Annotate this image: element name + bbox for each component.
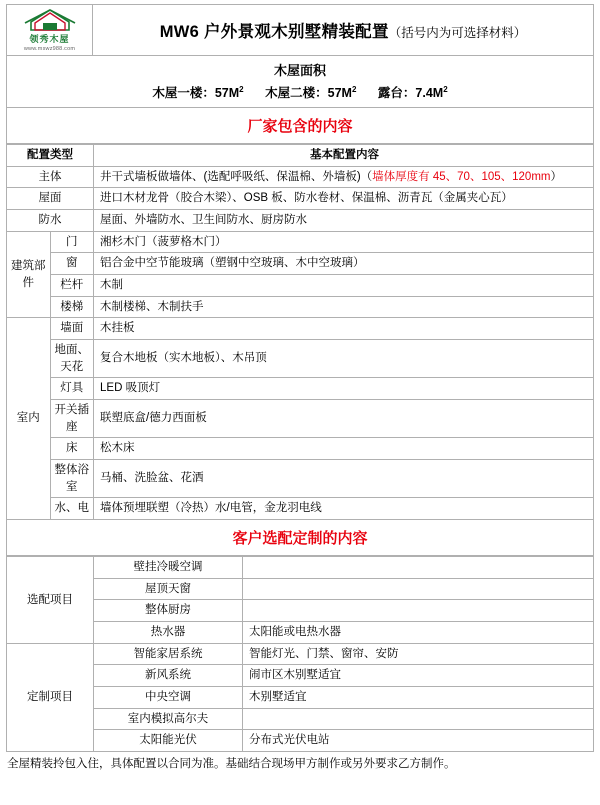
table-row: [7, 400, 594, 438]
table-row: [7, 275, 594, 297]
table-header-row: [7, 145, 594, 167]
table-row: [7, 557, 594, 579]
row-name: 开关插座: [50, 400, 94, 438]
banner-optional: 客户选配定制的内容: [6, 520, 594, 556]
table-row: [7, 730, 594, 752]
row-content: [243, 600, 594, 622]
table-row: [7, 687, 594, 709]
row-name: 窗: [50, 253, 94, 275]
row-content: [243, 708, 594, 730]
table-row: [7, 622, 594, 644]
row-content: 木挂板: [94, 318, 594, 340]
area-section: [6, 56, 594, 108]
table-row: [7, 578, 594, 600]
row-content: 进口木材龙骨（胶合木梁）、OSB 板、防水卷材、保温棉、沥青瓦（金属夹心瓦）: [94, 188, 594, 210]
area-section-title: 木屋面积: [273, 63, 326, 78]
area-item: [265, 86, 356, 100]
area-values: [7, 83, 593, 101]
row-name: 屋顶天窗: [94, 578, 243, 600]
row-name: 整体厨房: [94, 600, 243, 622]
row-name: 热水器: [94, 622, 243, 644]
row-group-building-parts: 建筑部件: [7, 231, 51, 318]
row-name: 墙面: [50, 318, 94, 340]
page-title-main: MW6 户外景观木别墅精装配置: [159, 23, 389, 41]
area-item-value: 57M: [327, 86, 352, 100]
row-name: 智能家居系统: [94, 643, 243, 665]
row-content: 松木床: [94, 438, 594, 460]
row-name: 室内模拟高尔夫: [94, 708, 243, 730]
row-name: 新风系统: [94, 665, 243, 687]
table-row: [7, 498, 594, 520]
row-content: 复合木地板（实木地板）、木吊顶: [94, 340, 594, 378]
row-content: 铝合金中空节能玻璃（塑钢中空玻璃、木中空玻璃）: [94, 253, 594, 275]
area-item-label: 木屋二楼：: [265, 86, 328, 100]
area-item-value: 7.4M: [415, 86, 444, 100]
page-title-sub: （括号内为可选择材料）: [388, 26, 527, 40]
table-row: [7, 643, 594, 665]
row-name: 地面、天花: [50, 340, 94, 378]
area-item: [152, 86, 243, 100]
row-content-post: ）: [550, 170, 562, 183]
document-header: [6, 4, 594, 56]
row-content: 墙体预埋联塑（冷热）水/电管，金龙羽电线: [94, 498, 594, 520]
table-row: [7, 166, 594, 188]
row-content: 马桶、洗脸盆、花洒: [94, 460, 594, 498]
row-content: 智能灯光、门禁、窗帘、安防: [243, 643, 594, 665]
area-item-label: 木屋一楼：: [152, 86, 215, 100]
row-group-custom-items: 定制项目: [7, 643, 94, 751]
page-title: [93, 18, 593, 42]
optional-spec-table: [6, 556, 594, 752]
table-row: [7, 296, 594, 318]
row-name: 灯具: [50, 378, 94, 400]
row-name: 中央空调: [94, 687, 243, 709]
area-item: [378, 86, 448, 100]
table-row: [7, 665, 594, 687]
row-name: 防水: [7, 210, 94, 232]
table-row: [7, 340, 594, 378]
row-name: 壁挂冷暖空调: [94, 557, 243, 579]
table-row: [7, 708, 594, 730]
row-name: 床: [50, 438, 94, 460]
row-content: 联塑底盒/德力西面板: [94, 400, 594, 438]
table-row: [7, 378, 594, 400]
row-name: 楼梯: [50, 296, 94, 318]
banner-included: 厂家包含的内容: [6, 108, 594, 144]
row-name: 屋面: [7, 188, 94, 210]
area-item-label: 露台：: [377, 86, 416, 100]
area-item-unit: 2: [351, 84, 357, 94]
area-item-value: 57M: [214, 86, 240, 100]
table-row: [7, 600, 594, 622]
table-row: [7, 460, 594, 498]
table-row: [7, 253, 594, 275]
included-spec-table: [6, 144, 594, 520]
area-item-unit: 2: [239, 84, 244, 94]
row-name: 门: [50, 231, 94, 253]
row-group-interior: 室内: [7, 318, 51, 520]
table-row: [7, 318, 594, 340]
house-logo-icon: [23, 9, 77, 31]
area-item-unit: 2: [443, 84, 448, 94]
company-logo: [7, 5, 93, 55]
row-content-highlight: 墙体厚度有 45、70、105、120mm: [372, 170, 551, 183]
row-name: 整体浴室: [50, 460, 94, 498]
row-name: 太阳能光伏: [94, 730, 243, 752]
footer-note: 全屋精装拎包入住，具体配置以合同为准。基础结合现场甲方制作或另外要求乙方制作。: [7, 758, 456, 771]
row-content: LED 吸顶灯: [94, 378, 594, 400]
table-row: [7, 231, 594, 253]
row-content: 屋面、外墙防水、卫生间防水、厨房防水: [94, 210, 594, 232]
row-content: 闹市区木别墅适宜: [243, 665, 594, 687]
logo-website: www.mswz988.com: [23, 45, 76, 52]
row-content: [94, 166, 594, 188]
table-row: [7, 210, 594, 232]
row-content: 湘杉木门（菠萝格木门）: [94, 231, 594, 253]
row-name: 栏杆: [50, 275, 94, 297]
row-content: [243, 578, 594, 600]
row-name: 水、电: [50, 498, 94, 520]
row-content: 木制楼梯、木制扶手: [94, 296, 594, 318]
logo-company-name: 领秀木屋: [29, 33, 70, 44]
row-content: 分布式光伏电站: [243, 730, 594, 752]
row-group-optional-items: 选配项目: [7, 557, 94, 644]
header-cell-type: 配置类型: [7, 145, 94, 167]
row-content: [243, 557, 594, 579]
row-name: 主体: [7, 166, 94, 188]
table-row: [7, 188, 594, 210]
table-row: [7, 438, 594, 460]
row-content-pre: 井干式墙板做墙体、(选配呼吸纸、保温棉、外墙板)（: [100, 170, 373, 183]
header-cell-content: 基本配置内容: [94, 145, 594, 167]
row-content: 木制: [94, 275, 594, 297]
row-content: 太阳能或电热水器: [243, 622, 594, 644]
row-content: 木别墅适宜: [243, 687, 594, 709]
